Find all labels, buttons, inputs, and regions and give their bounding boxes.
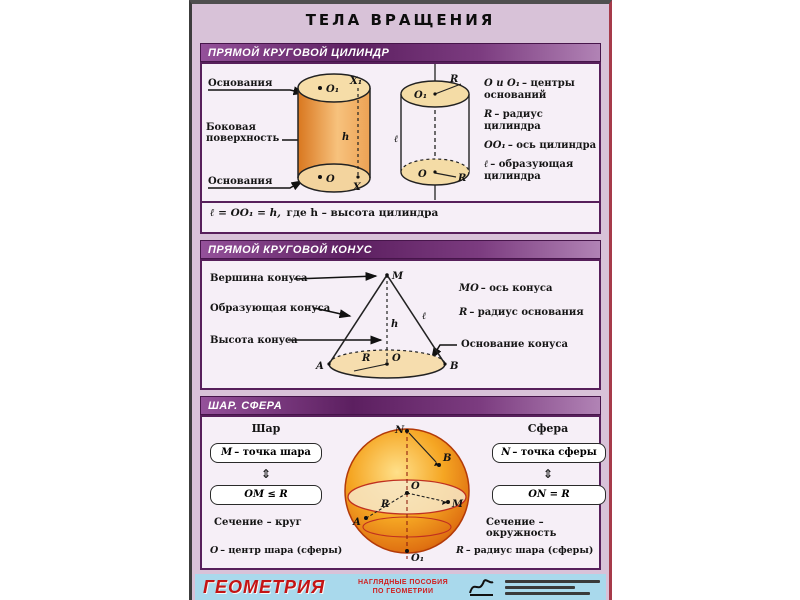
cone-label-generatrix: Образующая конуса xyxy=(210,303,331,314)
cone-label-apex: Вершина конуса xyxy=(210,273,308,284)
publisher-logo-icon xyxy=(467,576,497,598)
section-panel-cone xyxy=(200,259,601,390)
ball-section-text: Сечение – круг xyxy=(214,517,302,528)
wire-point-o: O xyxy=(418,169,427,180)
ball-point-box: M – точка шара xyxy=(210,443,322,463)
section-header-sphere: ШАР. СФЕРА xyxy=(200,396,601,415)
cylinder-point-x: X xyxy=(353,182,361,193)
publisher-bar xyxy=(195,574,606,600)
sphere-relation-box: ON = R xyxy=(492,485,606,505)
cone-point-o: O xyxy=(392,353,401,364)
sphere-radius-note: R – радиус шара (сферы) xyxy=(456,545,594,556)
formula-divider xyxy=(202,201,599,203)
cylinder-point-o: O xyxy=(326,174,335,185)
wire-radius-top: R xyxy=(450,74,459,85)
sphere-center-note: O – центр шара (сферы) xyxy=(210,545,343,556)
definition-item: R – радиус цилиндра xyxy=(484,109,543,132)
cylinder-label-base-top: Основания xyxy=(208,78,273,89)
geometry-poster xyxy=(189,0,612,600)
wire-radius-bottom: R xyxy=(458,173,467,184)
cone-point-b: B xyxy=(450,361,459,372)
cylinder-height-label: h xyxy=(342,132,350,143)
cylinder-point-x1: X₁ xyxy=(350,76,363,87)
brand-title: ГЕОМЕТРИЯ xyxy=(203,577,326,597)
sphere-point-n: N xyxy=(395,425,405,436)
wire-generatrix-label: ℓ xyxy=(394,134,399,145)
sphere-figure xyxy=(335,421,479,565)
sphere-radius-label: R xyxy=(381,499,390,510)
cone-figure xyxy=(314,269,474,381)
definition-item: O и O₁ – центры оснований xyxy=(484,78,575,101)
wire-point-o1: O₁ xyxy=(414,90,428,101)
cone-generatrix-label: ℓ xyxy=(422,311,427,322)
cylinder-label-lateral-surface: Боковая поверхность xyxy=(206,122,280,144)
sphere-point-box: N – точка сферы xyxy=(492,443,606,463)
ball-equivalence-arrow: ⇕ xyxy=(260,467,272,481)
ball-relation-box: OM ≤ R xyxy=(210,485,322,505)
publisher-text-lines xyxy=(505,580,605,598)
cylinder-definitions xyxy=(484,78,602,190)
series-caption: НАГЛЯДНЫЕ ПОСОБИЯ ПО ГЕОМЕТРИИ xyxy=(357,579,449,595)
cylinder-formula: ℓ = OO₁ = h, где h – высота цилиндра xyxy=(210,207,439,219)
cone-label-base: Основание конуса xyxy=(461,339,568,350)
cylinder-point-o1: O₁ xyxy=(326,84,340,95)
cylinder-label-base-bottom: Основания xyxy=(208,176,273,187)
sphere-point-a: A xyxy=(353,517,361,528)
ball-column-title: Шар xyxy=(251,422,281,435)
sphere-point-m: M xyxy=(452,499,464,510)
poster-title: ТЕЛА ВРАЩЕНИЯ xyxy=(305,11,496,29)
cylinder-solid-figure xyxy=(294,72,374,196)
sphere-equivalence-arrow: ⇕ xyxy=(542,467,554,481)
sphere-point-b: B xyxy=(443,453,452,464)
cone-label-height: Высота конуса xyxy=(210,335,298,346)
section-header-cylinder: ПРЯМОЙ КРУГОВОЙ ЦИЛИНДР xyxy=(200,43,601,62)
cone-point-m: M xyxy=(392,271,404,282)
sphere-point-o1: O₁ xyxy=(411,553,425,564)
definition-item: R – радиус основания xyxy=(459,307,584,318)
sphere-column-title: Сфера xyxy=(527,422,569,435)
cylinder-wire-figure xyxy=(394,64,476,200)
cone-definitions xyxy=(459,283,594,326)
cone-point-a: A xyxy=(316,361,324,372)
definition-item: MO – ось конуса xyxy=(459,283,553,294)
sphere-section-text: Сечение – окружность xyxy=(486,517,557,539)
sphere-point-o: O xyxy=(411,481,420,492)
definition-item: OO₁ – ось цилиндра xyxy=(484,140,597,151)
section-panel-sphere xyxy=(200,415,601,570)
definition-item: ℓ – образующая цилиндра xyxy=(484,159,574,182)
cone-radius-label: R xyxy=(362,353,371,364)
section-header-cone: ПРЯМОЙ КРУГОВОЙ КОНУС xyxy=(200,240,601,259)
cone-height-label: h xyxy=(391,319,399,330)
section-panel-cylinder xyxy=(200,62,601,234)
